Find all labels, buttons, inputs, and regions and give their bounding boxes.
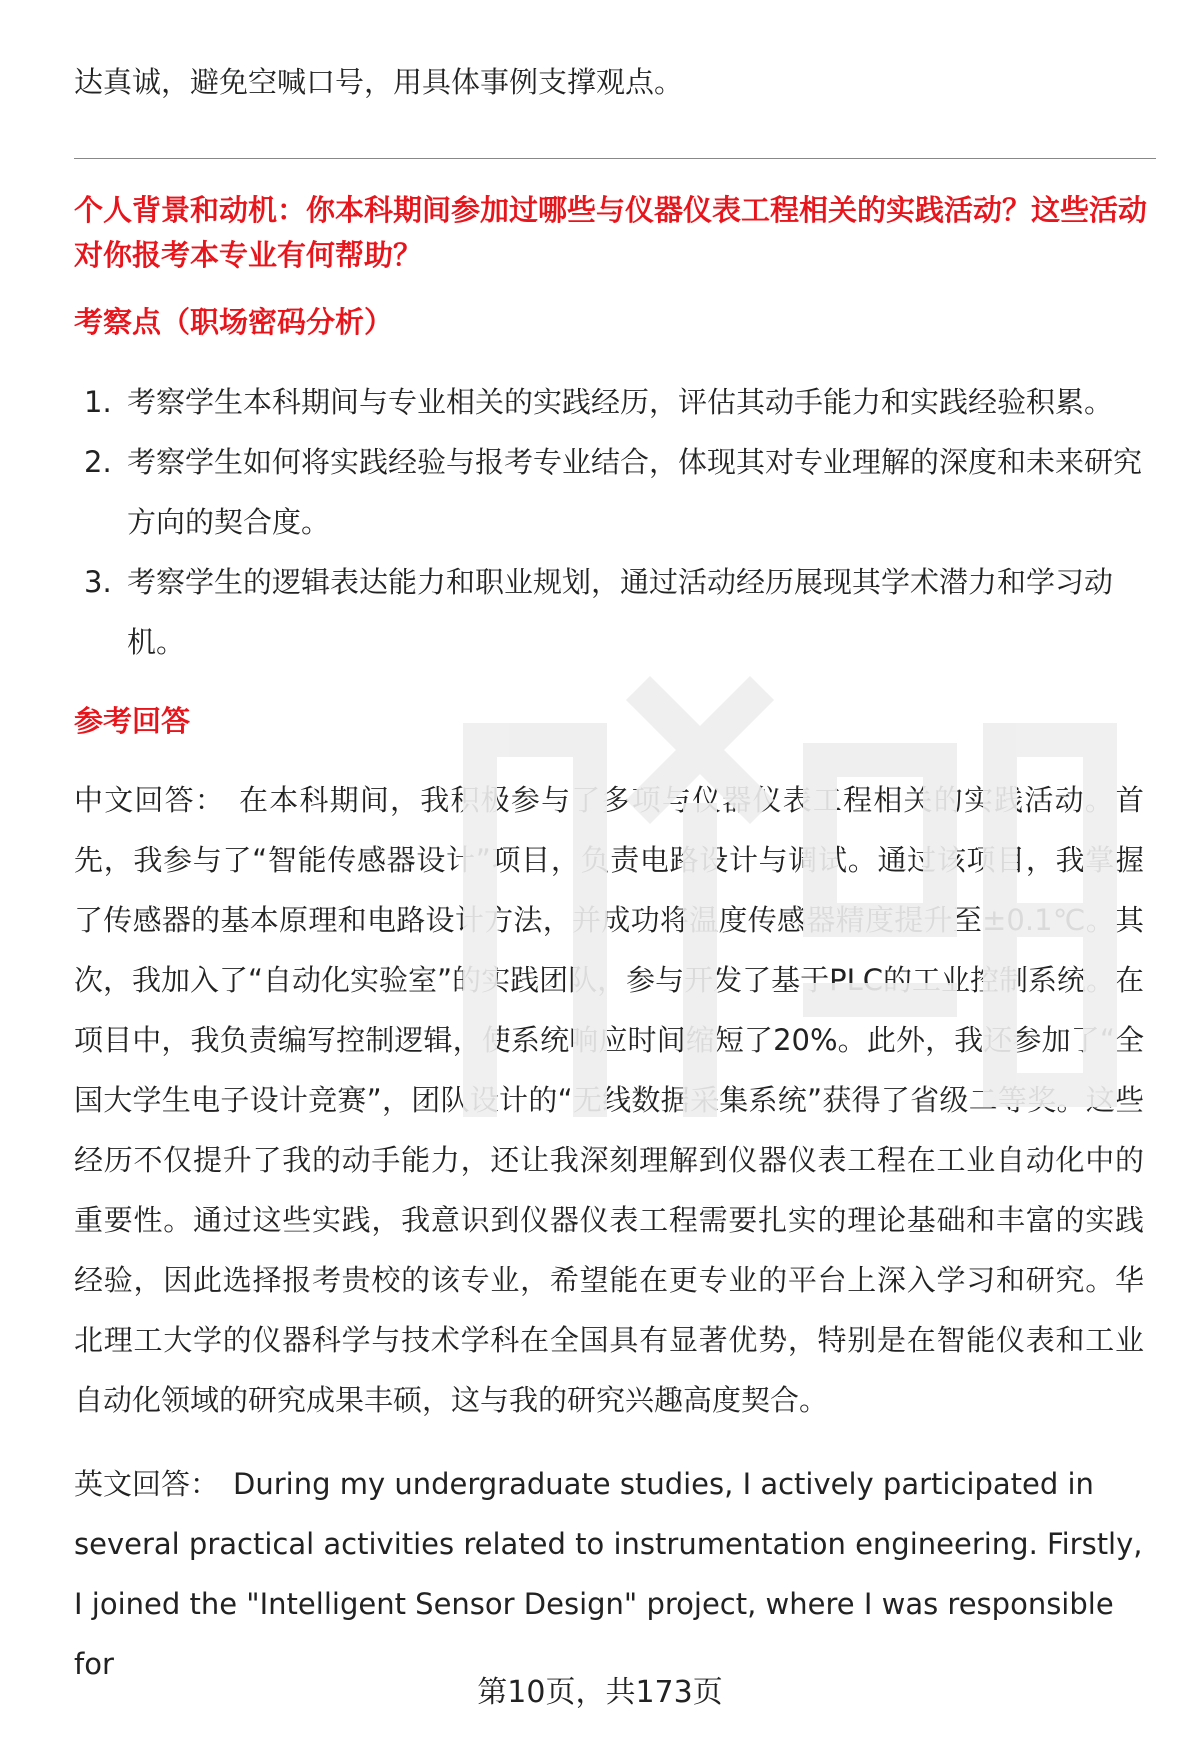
list-number: 2. <box>84 445 112 479</box>
exam-points-heading: 考察点（职场密码分析） <box>74 305 394 339</box>
english-answer-label: 英文回答： <box>74 1467 220 1501</box>
chinese-answer-label: 中文回答： <box>74 783 226 817</box>
list-number: 1. <box>84 385 112 419</box>
chinese-answer-text: 在本科期间，我积极参与了多项与仪器仪表工程相关的实践活动。首先，我参与了“智能传感器设计”项目，负责电路设计与调试。通过该项目，我掌握了传感器的基本原理和电路设计方法，并成功将温度传感器精度提升至±0.1℃。其次，我加入了“自动化实验室”的实践团队，参与开发了基于PLC的工业控制系统。在项目中，我负责编写控制逻辑，使系统响应时间缩短了20%。此外，我还参加了“全国大学生电子设计竞赛”，团队设计的“无线数据采集系统”获得了省级二等奖。这些经历不仅提升了我的动手能力，还让我深刻理解到仪器仪表工程在工业自动化中的重要性。通过这些实践，我意识到仪器仪表工程需要扎实的理论基础和丰富的实践经验，因此选择报考贵校的该专业，希望能在更专业的平台上深入学习和研究。华北理工大学的仪器科学与技术学科在全国具有显著优势，特别是在智能仪表和工业自动化领域的研究成果丰硕，这与我的研究兴趣高度契合。 <box>74 783 1144 1417</box>
reference-answer-heading: 参考回答 <box>74 704 191 738</box>
document-page <box>74 0 1154 1755</box>
list-item-text: 考察学生本科期间与专业相关的实践经历，评估其动手能力和实践经验积累。 <box>127 385 1114 419</box>
section-divider <box>74 158 1156 159</box>
list-item-text: 考察学生的逻辑表达能力和职业规划，通过活动经历展现其学术潜力和学习动机。 <box>127 565 1114 659</box>
list-item-text: 考察学生如何将实践经验与报考专业结合，体现其对专业理解的深度和未来研究方向的契合度。 <box>127 445 1143 539</box>
english-answer-text: During my undergraduate studies, I actively participated in several practical activities related to instrumentation engineering. Firstly, I joined the "Intelligent Sensor Design" project, where I was responsible for <box>74 1467 1143 1681</box>
intro-paragraph: 达真诚，避免空喊口号，用具体事例支撑观点。 <box>74 65 684 99</box>
list-item <box>74 552 1149 672</box>
exam-points-list <box>74 372 1149 672</box>
page-number-footer: 第10页，共173页 <box>477 1675 723 1710</box>
list-number: 3. <box>84 565 112 599</box>
question-heading: 个人背景和动机：你本科期间参加过哪些与仪器仪表工程相关的实践活动？这些活动对你报考本专业有何帮助？ <box>74 193 1148 272</box>
chinese-answer-paragraph <box>74 770 1144 1430</box>
list-item <box>74 432 1149 552</box>
english-answer-paragraph <box>74 1454 1144 1694</box>
list-item <box>74 372 1149 432</box>
